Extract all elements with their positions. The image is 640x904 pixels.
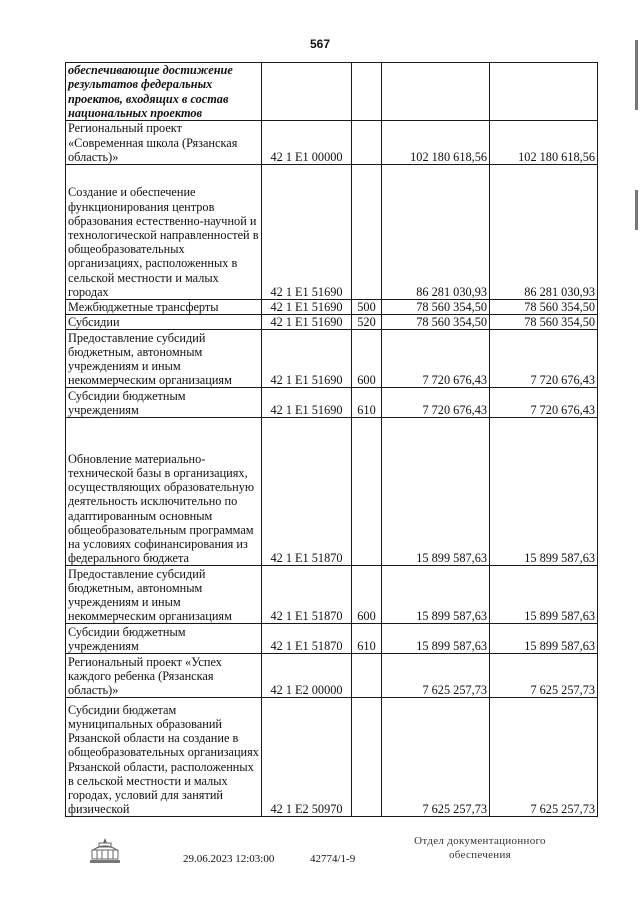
row-kvr <box>352 698 382 817</box>
table-row <box>66 63 598 121</box>
table-row <box>66 418 598 566</box>
row-name: Предоставление субсидий бюджетным, автономным учреждениям и иным некоммерческим организациям <box>66 566 262 624</box>
row-code: 42 1 E1 51870 <box>262 418 352 566</box>
row-name: обеспечивающие достижение результатов федеральных проектов, входящих в состав национальных проектов <box>66 63 262 121</box>
row-kvr: 600 <box>352 330 382 388</box>
footer-timestamp: 29.06.2023 12:03:00 <box>183 853 275 865</box>
row-code: 42 1 E1 51690 <box>262 165 352 300</box>
table-row <box>66 330 598 388</box>
row-sum-1: 15 899 587,63 <box>382 624 490 654</box>
table-row <box>66 698 598 817</box>
row-code: 42 1 E1 51690 <box>262 300 352 315</box>
row-kvr: 610 <box>352 388 382 418</box>
row-code: 42 1 E1 51870 <box>262 566 352 624</box>
row-name: Обновление материально-технической базы в организациях, осуществляющих образовательную деятельность исключительно по адаптированным основным общеобразовательным программам на условиях софинансирования из федерального бюджета <box>66 418 262 566</box>
row-name: Региональный проект «Современная школа (Рязанская область)» <box>66 121 262 165</box>
row-kvr <box>352 63 382 121</box>
row-sum-2: 86 281 030,93 <box>490 165 598 300</box>
scan-edge-mark <box>635 190 638 230</box>
row-kvr: 520 <box>352 315 382 330</box>
footer-doc-number: 42774/1-9 <box>310 853 356 865</box>
department-stamp <box>405 834 555 862</box>
row-sum-1: 78 560 354,50 <box>382 300 490 315</box>
budget-table <box>65 62 598 817</box>
row-code: 42 1 E2 50970 <box>262 698 352 817</box>
row-kvr <box>352 165 382 300</box>
row-sum-2: 7 625 257,73 <box>490 654 598 698</box>
row-kvr <box>352 418 382 566</box>
row-sum-2: 15 899 587,63 <box>490 624 598 654</box>
row-code: 42 1 E1 00000 <box>262 121 352 165</box>
row-kvr: 610 <box>352 624 382 654</box>
scan-edge-mark <box>635 40 638 110</box>
row-kvr <box>352 654 382 698</box>
row-sum-1: 78 560 354,50 <box>382 315 490 330</box>
row-code: 42 1 E1 51870 <box>262 624 352 654</box>
row-sum-1: 102 180 618,56 <box>382 121 490 165</box>
table-row <box>66 654 598 698</box>
stamp-line-1: Отдел документационного <box>414 835 546 847</box>
row-kvr: 500 <box>352 300 382 315</box>
row-sum-1: 7 625 257,73 <box>382 654 490 698</box>
row-sum-2: 78 560 354,50 <box>490 300 598 315</box>
row-sum-2: 7 625 257,73 <box>490 698 598 817</box>
row-sum-1: 7 625 257,73 <box>382 698 490 817</box>
table-row <box>66 624 598 654</box>
row-sum-2 <box>490 63 598 121</box>
row-name: Субсидии бюджетным учреждениям <box>66 624 262 654</box>
table-row <box>66 121 598 165</box>
row-code: 42 1 E1 51690 <box>262 315 352 330</box>
row-sum-1 <box>382 63 490 121</box>
row-sum-2: 7 720 676,43 <box>490 388 598 418</box>
row-sum-2: 102 180 618,56 <box>490 121 598 165</box>
row-kvr: 600 <box>352 566 382 624</box>
row-sum-1: 7 720 676,43 <box>382 388 490 418</box>
row-sum-2: 15 899 587,63 <box>490 418 598 566</box>
row-sum-1: 15 899 587,63 <box>382 418 490 566</box>
table-row <box>66 315 598 330</box>
table-row <box>66 300 598 315</box>
duma-emblem-icon <box>88 836 122 866</box>
row-name: Субсидии бюджетным учреждениям <box>66 388 262 418</box>
row-name: Субсидии <box>66 315 262 330</box>
row-sum-2: 15 899 587,63 <box>490 566 598 624</box>
row-code: 42 1 E1 51690 <box>262 330 352 388</box>
row-sum-2: 7 720 676,43 <box>490 330 598 388</box>
row-code: 42 1 E1 51690 <box>262 388 352 418</box>
row-name: Предоставление субсидий бюджетным, автономным учреждениям и иным некоммерческим организациям <box>66 330 262 388</box>
row-sum-1: 15 899 587,63 <box>382 566 490 624</box>
stamp-line-2: обеспечения <box>448 849 512 861</box>
table-row <box>66 165 598 300</box>
row-sum-1: 86 281 030,93 <box>382 165 490 300</box>
table-row <box>66 566 598 624</box>
page-number: 567 <box>309 37 331 51</box>
row-name: Создание и обеспечение функционирования центров образования естественно-научной и технологической направленностей в общеобразовательных организациях, расположенных в сельской местности и малых городах <box>66 165 262 300</box>
table-row <box>66 388 598 418</box>
row-code: 42 1 E2 00000 <box>262 654 352 698</box>
row-sum-2: 78 560 354,50 <box>490 315 598 330</box>
row-sum-1: 7 720 676,43 <box>382 330 490 388</box>
row-name: Межбюджетные трансферты <box>66 300 262 315</box>
row-name: Субсидии бюджетам муниципальных образований Рязанской области на создание в общеобразовательных организациях Рязанской области, расположенных в сельской местности и малых городах, условий для занятий физической <box>66 698 262 817</box>
row-name: Региональный проект «Успех каждого ребенка (Рязанская область)» <box>66 654 262 698</box>
row-kvr <box>352 121 382 165</box>
row-code <box>262 63 352 121</box>
